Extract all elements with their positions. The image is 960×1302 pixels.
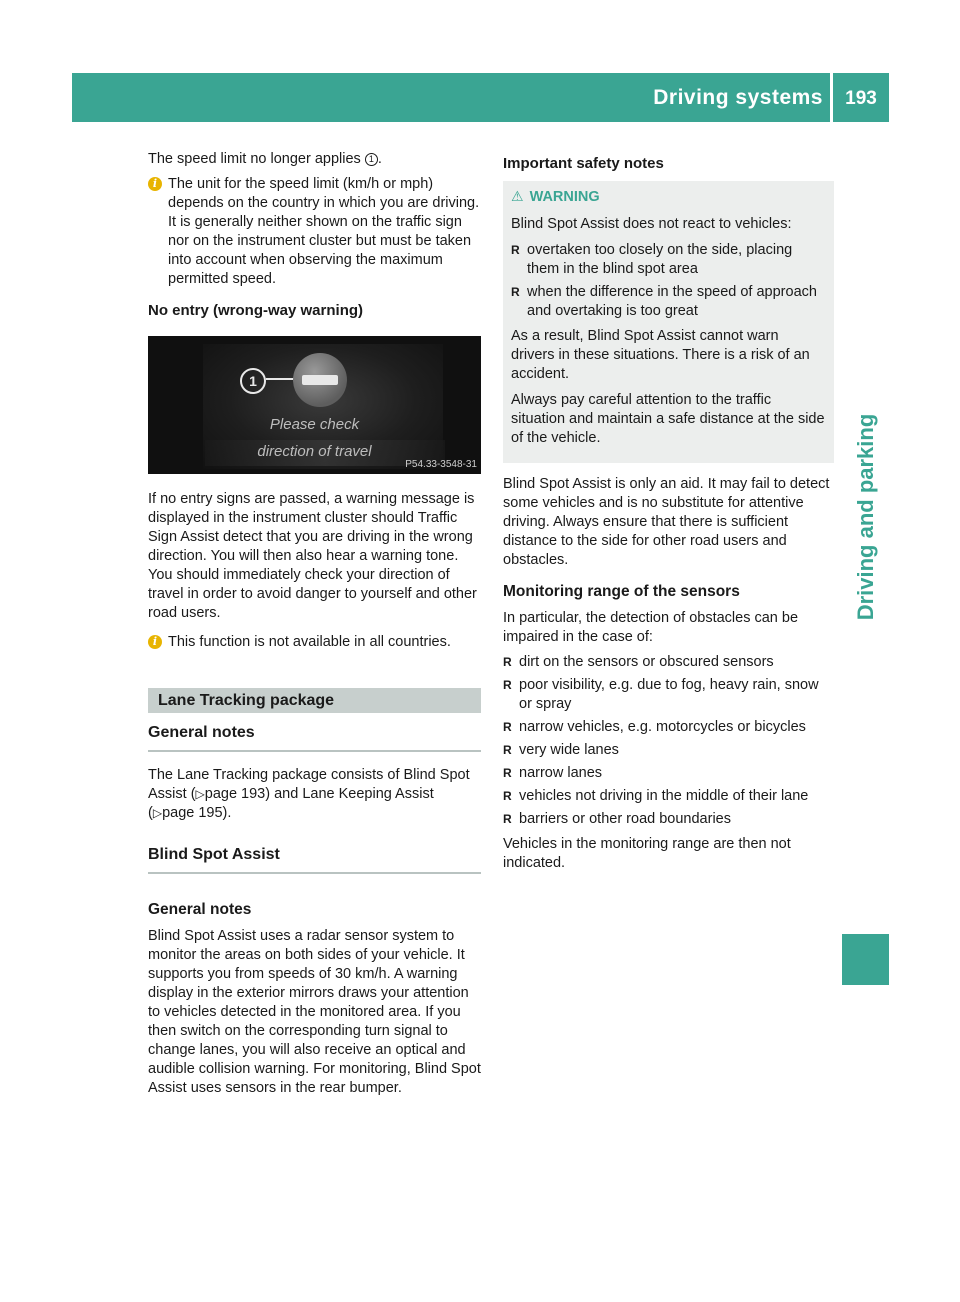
page-number: 193 bbox=[845, 88, 877, 109]
warning-intro: Blind Spot Assist does not react to vehicles: bbox=[511, 216, 792, 232]
range-list bbox=[503, 653, 834, 829]
list-item: R overtaken too closely on the side, placing them in the blind spot area bbox=[511, 241, 826, 279]
info-note: i The unit for the speed limit (km/h or mph) depends on the country in which you are driving. It is generally neither shown on the traffic sign nor on the instrument cluster but must be taken into account when observing the maximum permitted speed. bbox=[148, 175, 481, 289]
page-ref-link[interactable]: page 195). bbox=[162, 805, 232, 821]
page-header bbox=[72, 73, 889, 122]
instrument-cluster-figure bbox=[148, 336, 481, 474]
heading-general-notes: General notes bbox=[148, 723, 481, 752]
warning-box bbox=[503, 181, 834, 463]
warning-list bbox=[511, 241, 826, 321]
heading-blind-spot-assist: Blind Spot Assist bbox=[148, 845, 481, 874]
callout-number: 1 bbox=[365, 153, 378, 166]
paragraph-bsa: Blind Spot Assist uses a radar sensor system to monitor the areas on both sides of your vehicle. It supports you from speeds of 30 km/h. A warning display in the exterior mirrors draws your attention to vehicles detected in the monitored area. If you then switch on the corresponding turn signal to change lanes, you will also receive an optical and audible collision warning. For monitoring, Blind Spot Assist uses sensors in the rear bumper. bbox=[148, 928, 481, 1096]
list-item: R narrow vehicles, e.g. motorcycles or bicycles bbox=[503, 718, 834, 737]
side-tab bbox=[842, 122, 889, 950]
chapter-title: Driving systems bbox=[653, 86, 823, 109]
page-ref-arrow-icon: ▷ bbox=[152, 806, 163, 820]
list-item: R when the difference in the speed of approach and overtaking is too great bbox=[511, 283, 826, 321]
list-item: R narrow lanes bbox=[503, 764, 834, 783]
display-message-line1: Please check bbox=[269, 416, 360, 433]
list-item: R vehicles not driving in the middle of their lane bbox=[503, 787, 834, 806]
no-entry-sign-icon bbox=[293, 353, 347, 407]
paragraph-no-entry: If no entry signs are passed, a warning message is displayed in the instrument cluster should Traffic Sign Assist detect that you are driving in the wrong direction. You will then also hear a warning tone. You should immediately check your direction of travel in order to avoid danger to yourself and other road users. bbox=[148, 491, 477, 621]
warning-paragraph: Always pay careful attention to the traffic situation and maintain a safe distance at the side of the vehicle. bbox=[511, 392, 825, 446]
section-band-lane-tracking: Lane Tracking package bbox=[148, 688, 481, 713]
warning-heading: ⚠ WARNING bbox=[511, 188, 600, 205]
list-item: R poor visibility, e.g. due to fog, heavy rain, snow or spray bbox=[503, 676, 834, 714]
page-ref-link[interactable]: page 193) and Lane Keeping Assist ( bbox=[148, 786, 434, 821]
list-item: R barriers or other road boundaries bbox=[503, 810, 834, 829]
warning-paragraph: As a result, Blind Spot Assist cannot warn drivers in these situations. There is a risk of an accident. bbox=[511, 328, 810, 382]
list-item: R very wide lanes bbox=[503, 741, 834, 760]
callout-line bbox=[266, 378, 294, 380]
heading-bsa-general-notes: General notes bbox=[148, 901, 252, 918]
heading-no-entry: No entry (wrong-way warning) bbox=[148, 302, 364, 319]
left-column bbox=[148, 150, 481, 1104]
paragraph-lane-tracking: The Lane Tracking package consists of Blind Spot Assist (▷page 193) and Lane Keeping Assist (▷page 195). bbox=[148, 767, 470, 821]
paragraph-end: Vehicles in the monitoring range are then not indicated. bbox=[503, 836, 791, 871]
heading-monitoring-range: Monitoring range of the sensors bbox=[503, 583, 740, 600]
paragraph-range: In particular, the detection of obstacles can be impaired in the case of: bbox=[503, 610, 799, 645]
info-icon: i bbox=[148, 635, 162, 649]
figure-callout: 1 bbox=[240, 368, 266, 394]
warning-triangle-icon: ⚠ bbox=[511, 188, 524, 204]
info-note: i This function is not available in all countries. bbox=[148, 633, 481, 652]
list-item: R dirt on the sensors or obscured sensors bbox=[503, 653, 834, 672]
side-tab-marker bbox=[842, 934, 889, 985]
page-ref-arrow-icon: ▷ bbox=[195, 787, 205, 801]
paragraph-aid: Blind Spot Assist is only an aid. It may fail to detect some vehicles and is no substitute for attentive driving. Always ensure that there is sufficient distance to the side for other road users and obstacles. bbox=[503, 476, 830, 568]
heading-safety-notes: Important safety notes bbox=[503, 155, 664, 172]
display-message-line2: direction of travel bbox=[257, 443, 372, 460]
figure-code: P54.33-3548-31 bbox=[405, 459, 477, 470]
info-icon: i bbox=[148, 177, 162, 191]
right-column bbox=[503, 150, 834, 879]
paragraph-speed-limit: The speed limit no longer applies 1 . bbox=[148, 151, 382, 167]
side-tab-label: Driving and parking bbox=[852, 413, 878, 621]
